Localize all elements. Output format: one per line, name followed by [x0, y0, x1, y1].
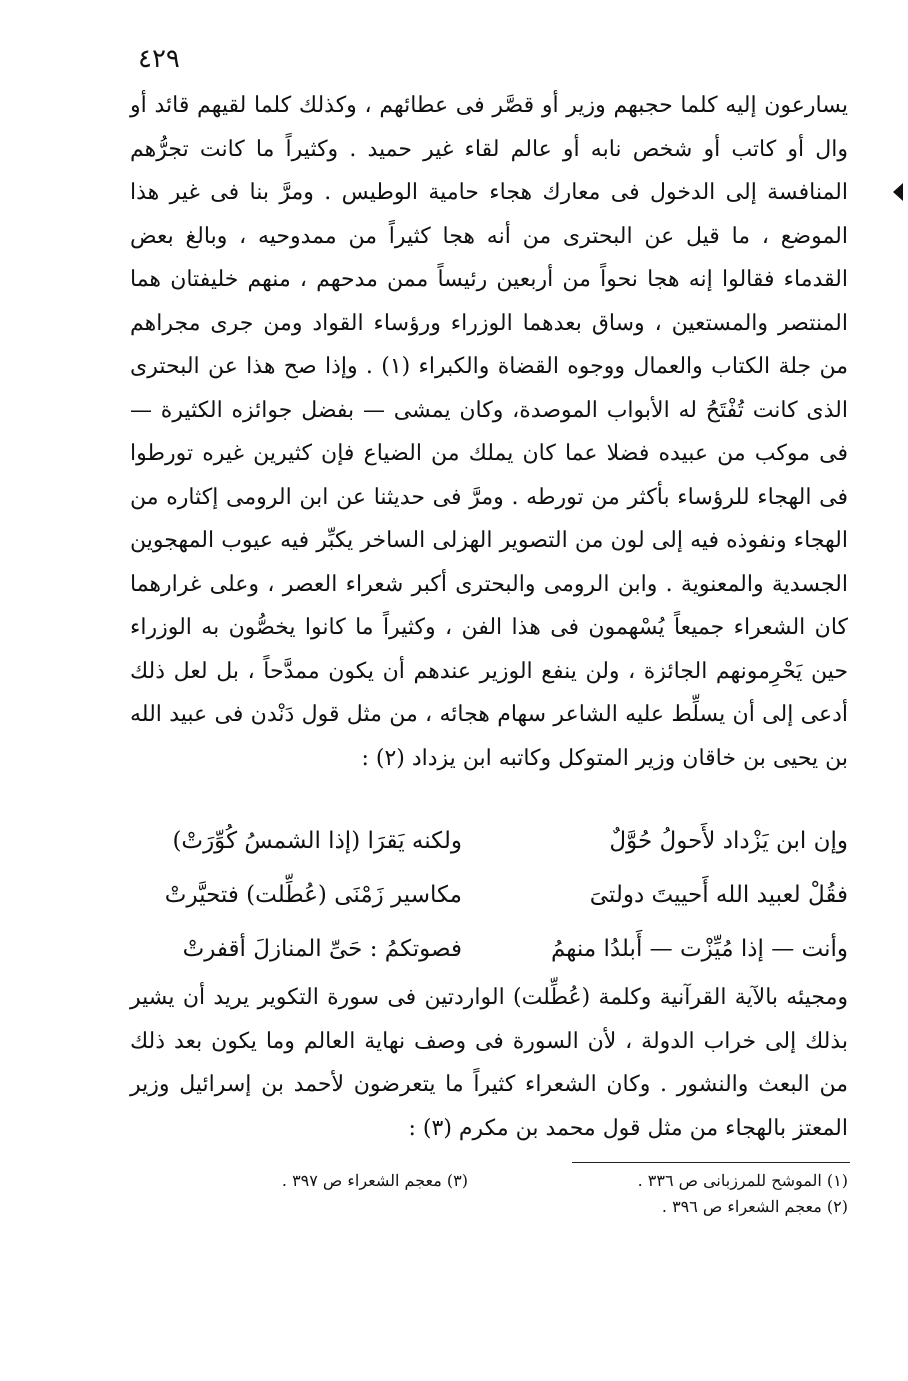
verse-3-second-hemistich: فصوتكمُ : حَىِّ المنازلَ أقفرتْ [182, 936, 462, 962]
margin-marker-icon [893, 183, 903, 201]
verse-1-second-hemistich: ولكنه يَقرَا (إذا الشمسُ كُوِّرَتْ) [172, 828, 462, 854]
verse-3 [130, 922, 848, 976]
poem-verses [130, 814, 848, 976]
footnote-3: (٣) معجم الشعراء ص ٣٩٧ . [281, 1171, 468, 1190]
verse-1 [130, 814, 848, 868]
verse-2 [130, 868, 848, 922]
footnotes-right-column [548, 1168, 848, 1220]
footnote-2: (٢) معجم الشعراء ص ٣٩٦ . [661, 1197, 848, 1216]
verse-1-first-hemistich: وإن ابن يَزْداد لأَحولُ حُوَّلٌ [609, 828, 848, 854]
footnote-divider [572, 1162, 850, 1163]
page-number: ٤٢٩ [138, 44, 180, 74]
footnote-1: (١) الموشح للمرزبانى ص ٣٣٦ . [637, 1171, 848, 1190]
paragraph-1: يسارعون إليه كلما حجبهم وزير أو قصَّر فى عطائهم ، وكذلك كلما لقيهم قائد أو وال أو كاتب أو شخص نابه أو عالم لقاء غير حميد . وكثيراً ما كانت تجرُّهم المنافسة إلى الدخول فى معارك هجاء حامية الوطيس . ومرَّ بنا فى غير هذا الموضع ، ما قيل عن البحترى من أنه هجا كثيراً من ممدوحيه ، وبالغ بعض القدماء فقالوا إنه هجا نحواً من أربعين رئيساً ممن مدحهم ، منهم خليفتان هما المنتصر والمستعين ، وساق بعدهما الوزراء ورؤساء القواد ومن جرى مجراهم من جلة الكتاب والعمال ووجوه القضاة والكبراء (١) . وإذا صح هذا عن البحترى الذى كانت تُفْتَحُ له الأبواب الموصدة، وكان يمشى — بفضل جوائزه الكثيرة — فى موكب من عبيده فضلا عما كان يملك من الضياع فإن كثيرين غيره تورطوا فى الهجاء للرؤساء بأكثر من تورطه . ومرَّ فى حديثنا عن ابن الرومى إكثاره من الهجاء ونفوذه فيه إلى لون من التصوير الهزلى الساخر يكبِّر فيه عيوب المهجوين الجسدية والمعنوية . وابن الرومى والبحترى أكبر شعراء العصر ، وعلى غرارهما كان الشعراء جميعاً يُسْهمون فى هذا الفن ، وكثيراً ما كانوا يخصُّون به الوزراء حين يَحْرِمونهم الجائزة ، ولن ينفع الوزير عندهم أن يكون ممدَّحاً ، بل لعل ذلك أدعى إلى أن يسلِّط عليه الشاعر سهام هجائه ، من مثل قول دَنْدن فى عبيد الله بن يحيى بن خاقان وزير المتوكل وكاتبه ابن يزداد (٢) : [130, 93, 848, 771]
footnotes-left-column [168, 1168, 468, 1194]
verse-2-second-hemistich: مكاسير زَمْنَى (عُطِّلت) فتحيَّرتْ [164, 882, 462, 908]
verse-3-first-hemistich: وأنت — إذا مُيِّزْت — أَبلدُا منهمُ [550, 936, 848, 962]
paragraph-2: ومجيئه بالآية القرآنية وكلمة (عُطِّلت) الواردتين فى سورة التكوير يريد أن يشير بذلك إلى خراب الدولة ، لأن السورة فى وصف نهاية العالم وما يكون بعد ذلك من البعث والنشور . وكان الشعراء كثيراً ما يتعرضون لأحمد بن إسرائيل وزير المعتز بالهجاء من مثل قول محمد بن مكرم (٣) : [130, 985, 848, 1141]
verse-2-first-hemistich: فقُلْ لعبيد الله أَحييتَ دولتىَ [589, 882, 848, 908]
